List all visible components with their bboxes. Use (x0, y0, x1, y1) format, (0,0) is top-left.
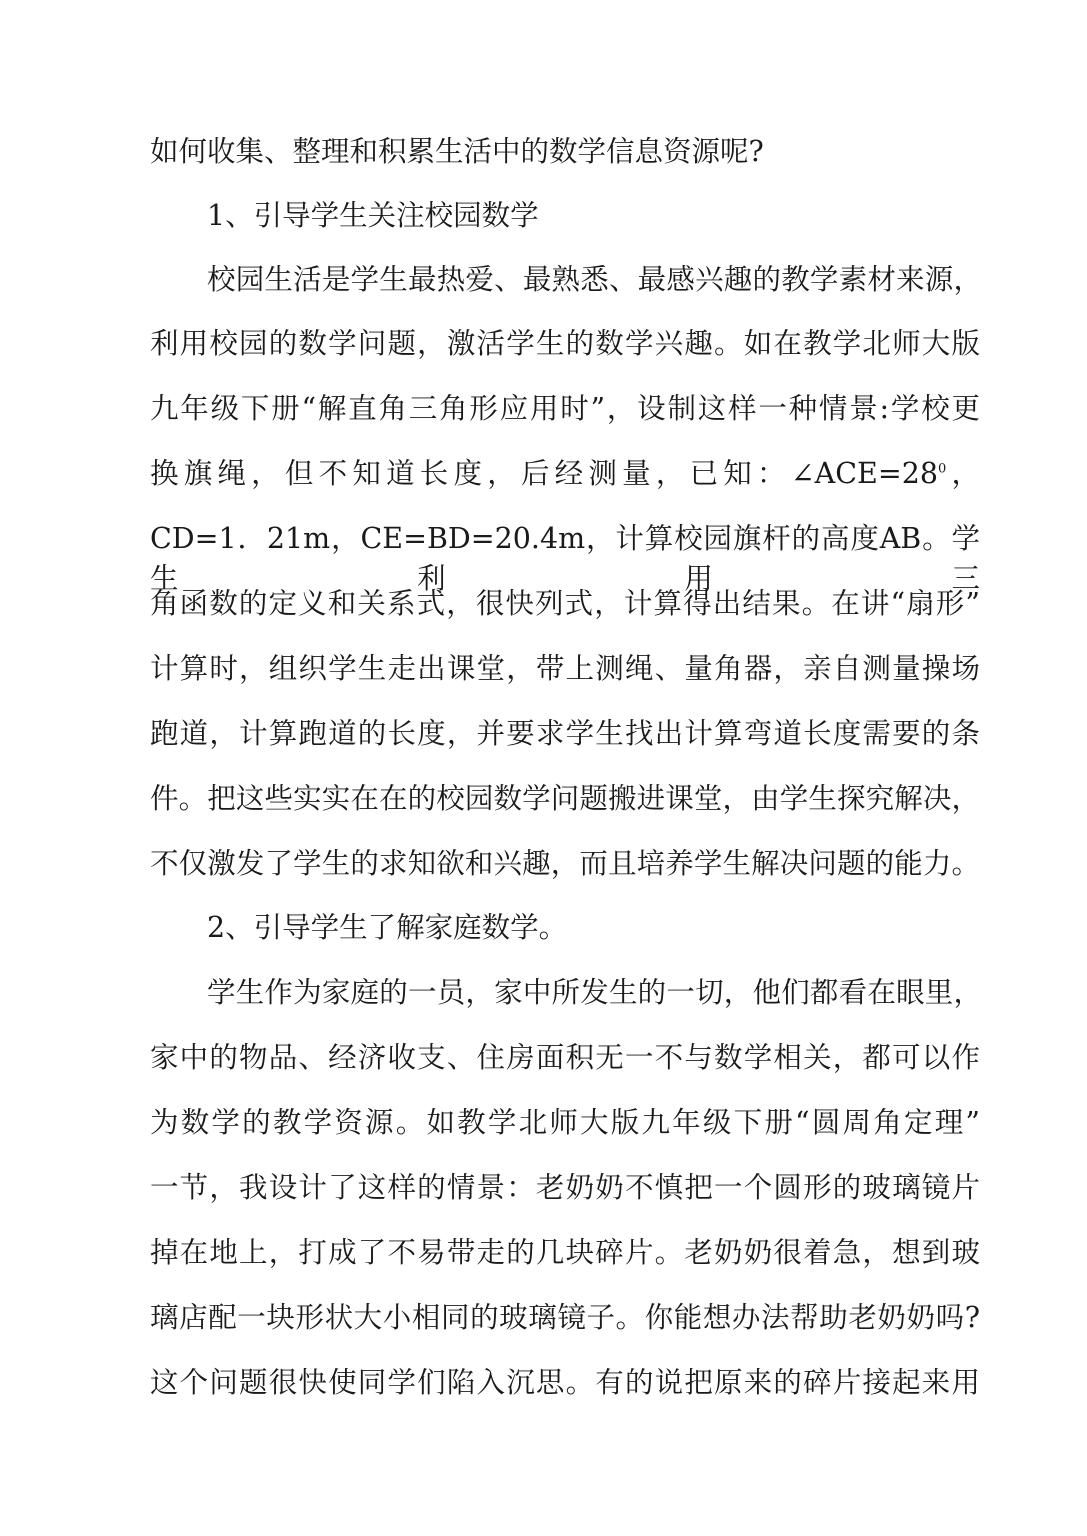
text-line-5: 九年级下册“解直角三角形应用时”，设制这样一种情景:学校更 (150, 392, 980, 425)
text-line-16: 为数学的教学资源。如教学北师大版九年级下册“圆周角定理” (150, 1106, 980, 1139)
text-line-1: 如何收集、整理和积累生活中的数学信息资源呢? (150, 135, 764, 168)
text-line-20: 这个问题很快使同学们陷入沉思。有的说把原来的碎片接起来用 (150, 1366, 980, 1399)
text-line-15: 家中的物品、经济收支、住房面积无一不与数学相关，都可以作 (150, 1041, 980, 1074)
text-line-6-tail: ， (946, 457, 980, 490)
text-line-19: 璃店配一块形状大小相同的玻璃镜子。你能想办法帮助老奶奶吗? (150, 1301, 980, 1334)
text-line-10: 跑道，计算跑道的长度，并要求学生找出计算弯道长度需要的条 (150, 717, 980, 750)
text-line-6 (150, 454, 980, 494)
text-line-7: CD=1．21m，CE=BD=20.4m，计算校园旗杆的高度AB。学生利用三 (150, 522, 980, 595)
text-line-6-body: 换旗绳，但不知道长度，后经测量，已知：∠ACE=28 (150, 457, 938, 490)
text-line-4: 利用校园的数学问题，激活学生的数学兴趣。如在教学北师大版 (150, 327, 980, 360)
degree-mark: 0 (937, 461, 947, 477)
text-line-14: 学生作为家庭的一员，家中所发生的一切，他们都看在眼里， (207, 976, 982, 1009)
text-line-8: 角函数的定义和关系式，很快列式，计算得出结果。在讲“扇形” (150, 587, 980, 620)
text-line-9: 计算时，组织学生走出课堂，带上测绳、量角器，亲自测量操场 (150, 652, 980, 685)
text-line-3: 校园生活是学生最热爱、最熟悉、最感兴趣的教学素材来源， (207, 263, 982, 296)
section-heading-2: 2、引导学生了解家庭数学。 (207, 911, 568, 944)
text-line-17: 一节，我设计了这样的情景：老奶奶不慎把一个圆形的玻璃镜片 (150, 1171, 980, 1204)
section-heading-1: 1、引导学生关注校园数学 (207, 199, 539, 232)
text-line-11: 件。把这些实实在在的校园数学问题搬进课堂，由学生探究解决， (150, 782, 980, 815)
text-line-18: 掉在地上，打成了不易带走的几块碎片。老奶奶很着急，想到玻 (150, 1236, 980, 1269)
text-line-12: 不仅激发了学生的求知欲和兴趣，而且培养学生解决问题的能力。 (150, 847, 980, 880)
